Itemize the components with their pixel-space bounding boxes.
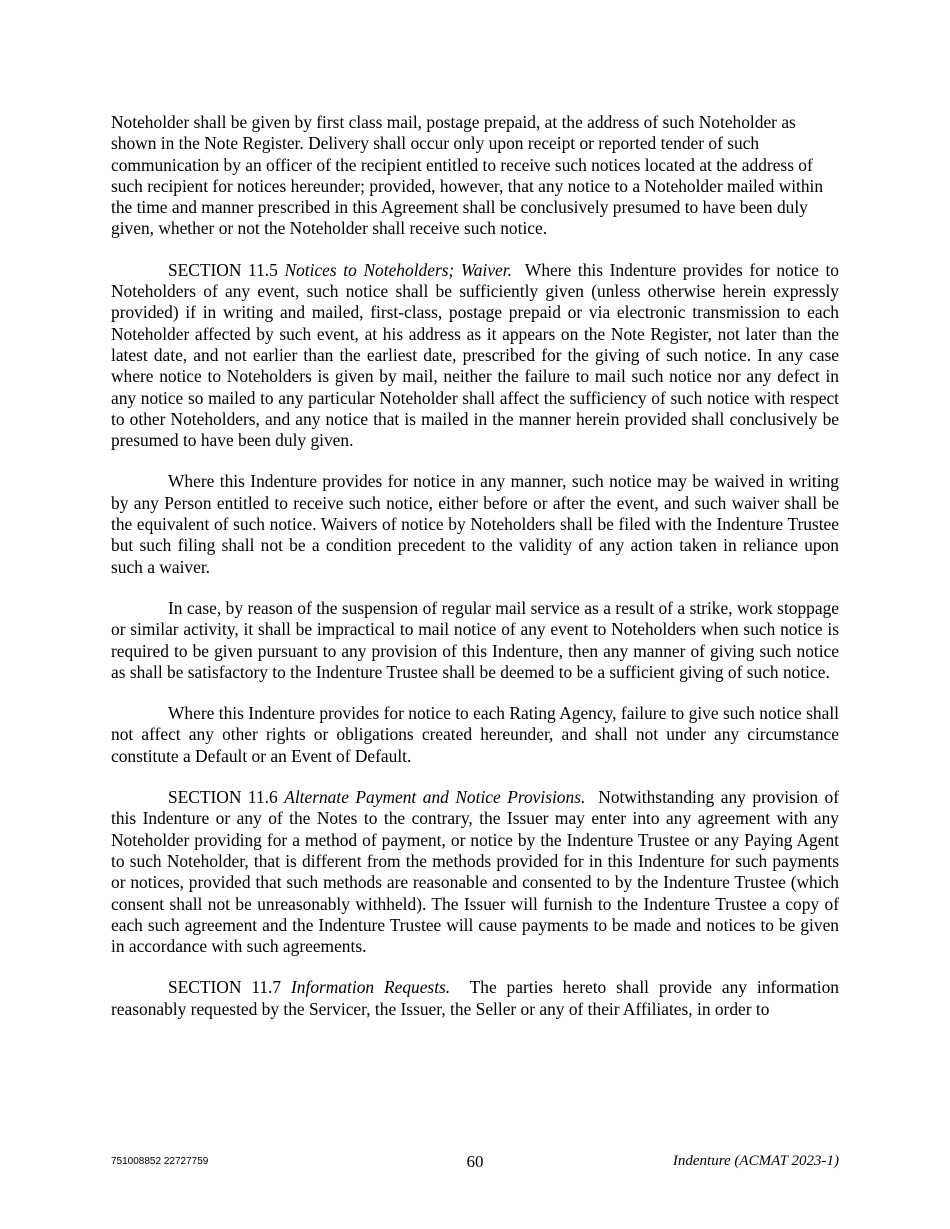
document-body xyxy=(111,112,839,1040)
section-label: SECTION 11.6 xyxy=(168,787,278,808)
paragraph-notice-delivery xyxy=(111,112,839,240)
page-footer xyxy=(111,1152,839,1176)
paragraph-text: Noteholder shall be given by first class mail, postage prepaid, at the address of such Noteholder as shown in the Note Register. Delivery shall occur only upon receipt or reported tender of such communication by an officer of the recipient entitled to receive such notices located at the address of such recipient for notices hereunder; provided, however, that any notice to a Noteholder mailed within the time and manner prescribed in this Agreement shall be conclusively presumed to have been duly given, whether or not the Noteholder shall receive such notice. xyxy=(111,112,824,239)
section-11-7 xyxy=(111,977,839,1020)
page-number: 60 xyxy=(466,1152,484,1171)
section-title: Notices to Noteholders; Waiver. xyxy=(284,259,512,280)
section-11-6 xyxy=(111,787,839,957)
document-title: Indenture (ACMAT 2023-1) xyxy=(672,1153,839,1169)
document-id: 751008852 22727759 xyxy=(111,1156,209,1167)
section-11-5 xyxy=(111,260,839,452)
section-text: The parties hereto shall provide any information reasonably requested by the Servicer, the Issuer, the Seller or any of their Affiliates, in order to xyxy=(111,977,839,1019)
section-label: SECTION 11.7 xyxy=(168,977,282,998)
paragraph-text: Where this Indenture provides for notice in any manner, such notice may be waived in writing by any Person entitled to receive such notice, either before or after the event, and such waiver shall be the equivalent of such notice. Waivers of notice by Noteholders shall be filed with the Indenture Trustee but such filing shall not be a condition precedent to the validity of any action taken in reliance upon such a waiver. xyxy=(111,471,839,577)
paragraph-text: Where this Indenture provides for notice to each Rating Agency, failure to give such notice shall not affect any other rights or obligations created hereunder, and shall not under any circumstance constitute a Default or an Event of Default. xyxy=(111,703,839,766)
section-text: Where this Indenture provides for notice to Noteholders of any event, such notice shall be sufficiently given (unless otherwise herein expressly provided) if in writing and mailed, first-class, postage prepaid or via electronic transmission to each Noteholder affected by such event, at his address as it appears on the Note Register, not later than the latest date, and not earlier than the earliest date, prescribed for the giving of such notice. In any case where notice to Noteholders is given by mail, neither the failure to mail such notice nor any defect in any notice so mailed to any particular Noteholder shall affect the sufficiency of such notice with respect to other Noteholders, and any notice that is mailed in the manner herein provided shall conclusively be presumed to have been duly given. xyxy=(111,259,839,451)
section-text: Notwithstanding any provision of this Indenture or any of the Notes to the contrary, the Issuer may enter into any agreement with any Noteholder providing for a method of payment, or notice by the Indenture Trustee or any Paying Agent to such Noteholder, that is different from the methods provided for in this Indenture for such payments or notices, provided that such methods are reasonable and consented to by the Indenture Trustee (which consent shall not be unreasonably withheld). The Issuer will furnish to the Indenture Trustee a copy of each such agreement and the Indenture Trustee will cause payments to be made and notices to be given in accordance with such agreements. xyxy=(111,787,839,957)
paragraph-rating-agency xyxy=(111,703,839,767)
paragraph-text: In case, by reason of the suspension of regular mail service as a result of a strike, work stoppage or similar activity, it shall be impractical to mail notice of any event to Noteholders when such notice is required to be given pursuant to any provision of this Indenture, then any manner of giving such notice as shall be satisfactory to the Indenture Trustee shall be deemed to be a sufficient giving of such notice. xyxy=(111,597,839,682)
section-label: SECTION 11.5 xyxy=(168,259,278,280)
section-title: Information Requests. xyxy=(291,977,451,998)
paragraph-waiver xyxy=(111,471,839,577)
section-title: Alternate Payment and Notice Provisions. xyxy=(284,787,586,808)
paragraph-mail-suspension xyxy=(111,598,839,683)
